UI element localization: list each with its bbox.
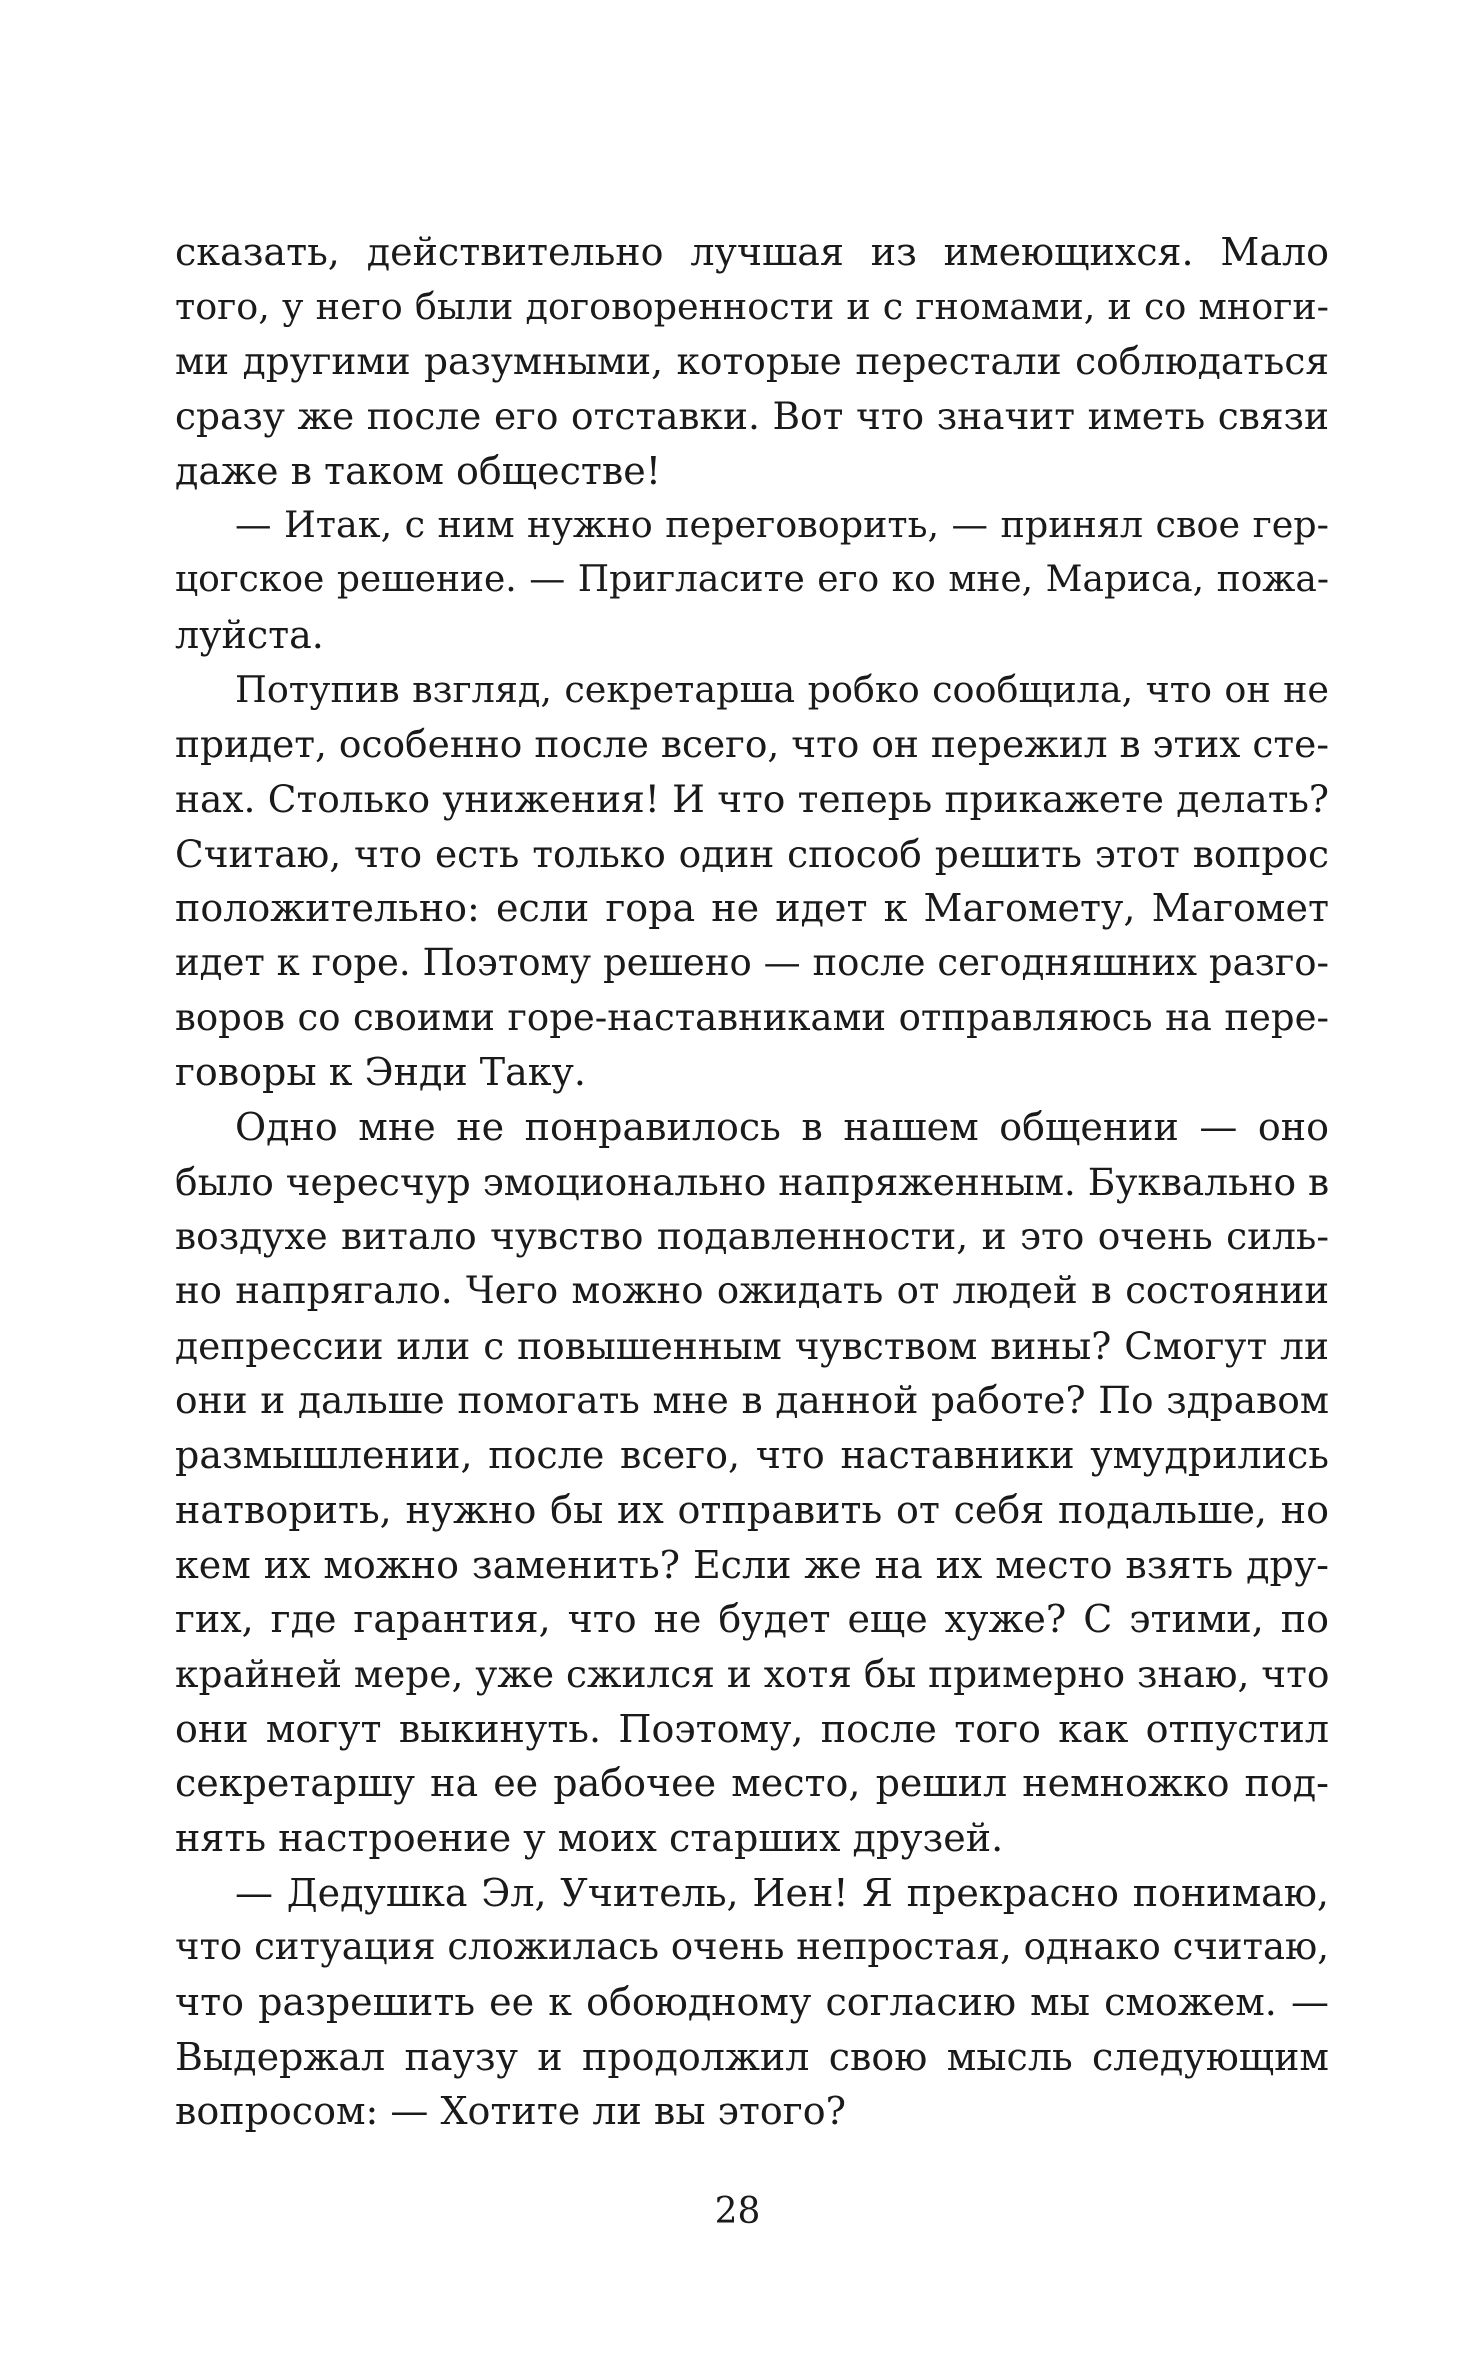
text-line: Одно мне не понравилось в нашем общении — оно xyxy=(235,1105,1329,1149)
text-line: даже в таком обществе! xyxy=(175,448,662,493)
text-line: ми другими разумными, которые перестали соблюдаться xyxy=(175,339,1329,384)
text-line: положительно: если гора не идет к Магомету, Магомет xyxy=(175,886,1329,931)
text-line: но напрягало. Чего можно ожидать от людей в состоянии xyxy=(175,1269,1329,1313)
text-line: они и дальше помогать мне в данной работе? По здравом xyxy=(175,1378,1329,1423)
text-line: размышлении, после всего, что наставники умудрились xyxy=(175,1433,1329,1478)
text-line: идет к горе. Поэтому решено — после сегодняшних разго- xyxy=(175,940,1329,984)
text-line: говоры к Энди Таку. xyxy=(175,1050,586,1095)
paragraph xyxy=(175,663,1329,1101)
text-line: нах. Столько унижения! И что теперь прикажете делать? xyxy=(175,776,1329,821)
paragraph xyxy=(175,498,1329,662)
text-line: придет, особенно после всего, что он пережил в этих сте- xyxy=(175,722,1329,767)
page-number: 28 xyxy=(714,2191,761,2232)
text-line: Потупив взгляд, секретарша робко сообщила, что он не xyxy=(235,667,1329,711)
paragraph xyxy=(175,225,1329,498)
body-text xyxy=(175,225,1329,2139)
text-line: Выдержал паузу и продолжил свою мысль следующим xyxy=(175,2034,1329,2079)
text-line: нять настроение у моих старших друзей. xyxy=(175,1815,1004,1860)
text-line: они могут выкинуть. Поэтому, после того как отпустил xyxy=(175,1706,1329,1751)
text-line: что ситуация сложилась очень непростая, однако считаю, xyxy=(175,1925,1329,1969)
text-line: вопросом: — Хотите ли вы этого? xyxy=(175,2089,846,2134)
paragraph xyxy=(175,1100,1329,1866)
text-line: было чересчур эмоционально напряженным. Буквально в xyxy=(175,1159,1330,1204)
text-line: воздухе витало чувство подавленности, и это очень силь- xyxy=(175,1214,1329,1259)
text-line: того, у него были договоренности и с гномами, и со многи- xyxy=(175,284,1329,328)
text-line: луйста. xyxy=(175,612,324,657)
text-line: цогское решение. — Пригласите его ко мне, Мариса, пожа- xyxy=(175,559,1329,601)
text-line: Считаю, что есть только один способ решить этот вопрос xyxy=(175,831,1329,876)
paragraph xyxy=(175,1866,1329,2139)
text-line: — Дедушка Эл, Учитель, Иен! Я прекрасно понимаю, xyxy=(235,1870,1329,1915)
text-line: воров со своими горе-наставниками отправляюсь на пере- xyxy=(175,995,1329,1039)
text-line: сразу же после его отставки. Вот что значит иметь связи xyxy=(175,394,1329,439)
text-line: что разрешить ее к обоюдному согласию мы сможем. — xyxy=(175,1980,1329,2024)
text-line: натворить, нужно бы их отправить от себя подальше, но xyxy=(175,1487,1329,1532)
text-line: крайней мере, уже сжился и хотя бы примерно знаю, что xyxy=(175,1651,1330,1696)
text-line: гих, где гарантия, что не будет еще хуже? С этими, по xyxy=(175,1597,1329,1642)
text-line: секретаршу на ее рабочее место, решил немножко под- xyxy=(175,1761,1329,1806)
text-line: кем их можно заменить? Если же на их место взять дру- xyxy=(175,1542,1329,1587)
text-line: — Итак, с ним нужно переговорить, — принял свое гер- xyxy=(235,503,1329,547)
text-line: сказать, действительно лучшая из имеющихся. Мало xyxy=(175,230,1329,274)
text-line: депрессии или с повышенным чувством вины? Смогут ли xyxy=(175,1323,1329,1368)
